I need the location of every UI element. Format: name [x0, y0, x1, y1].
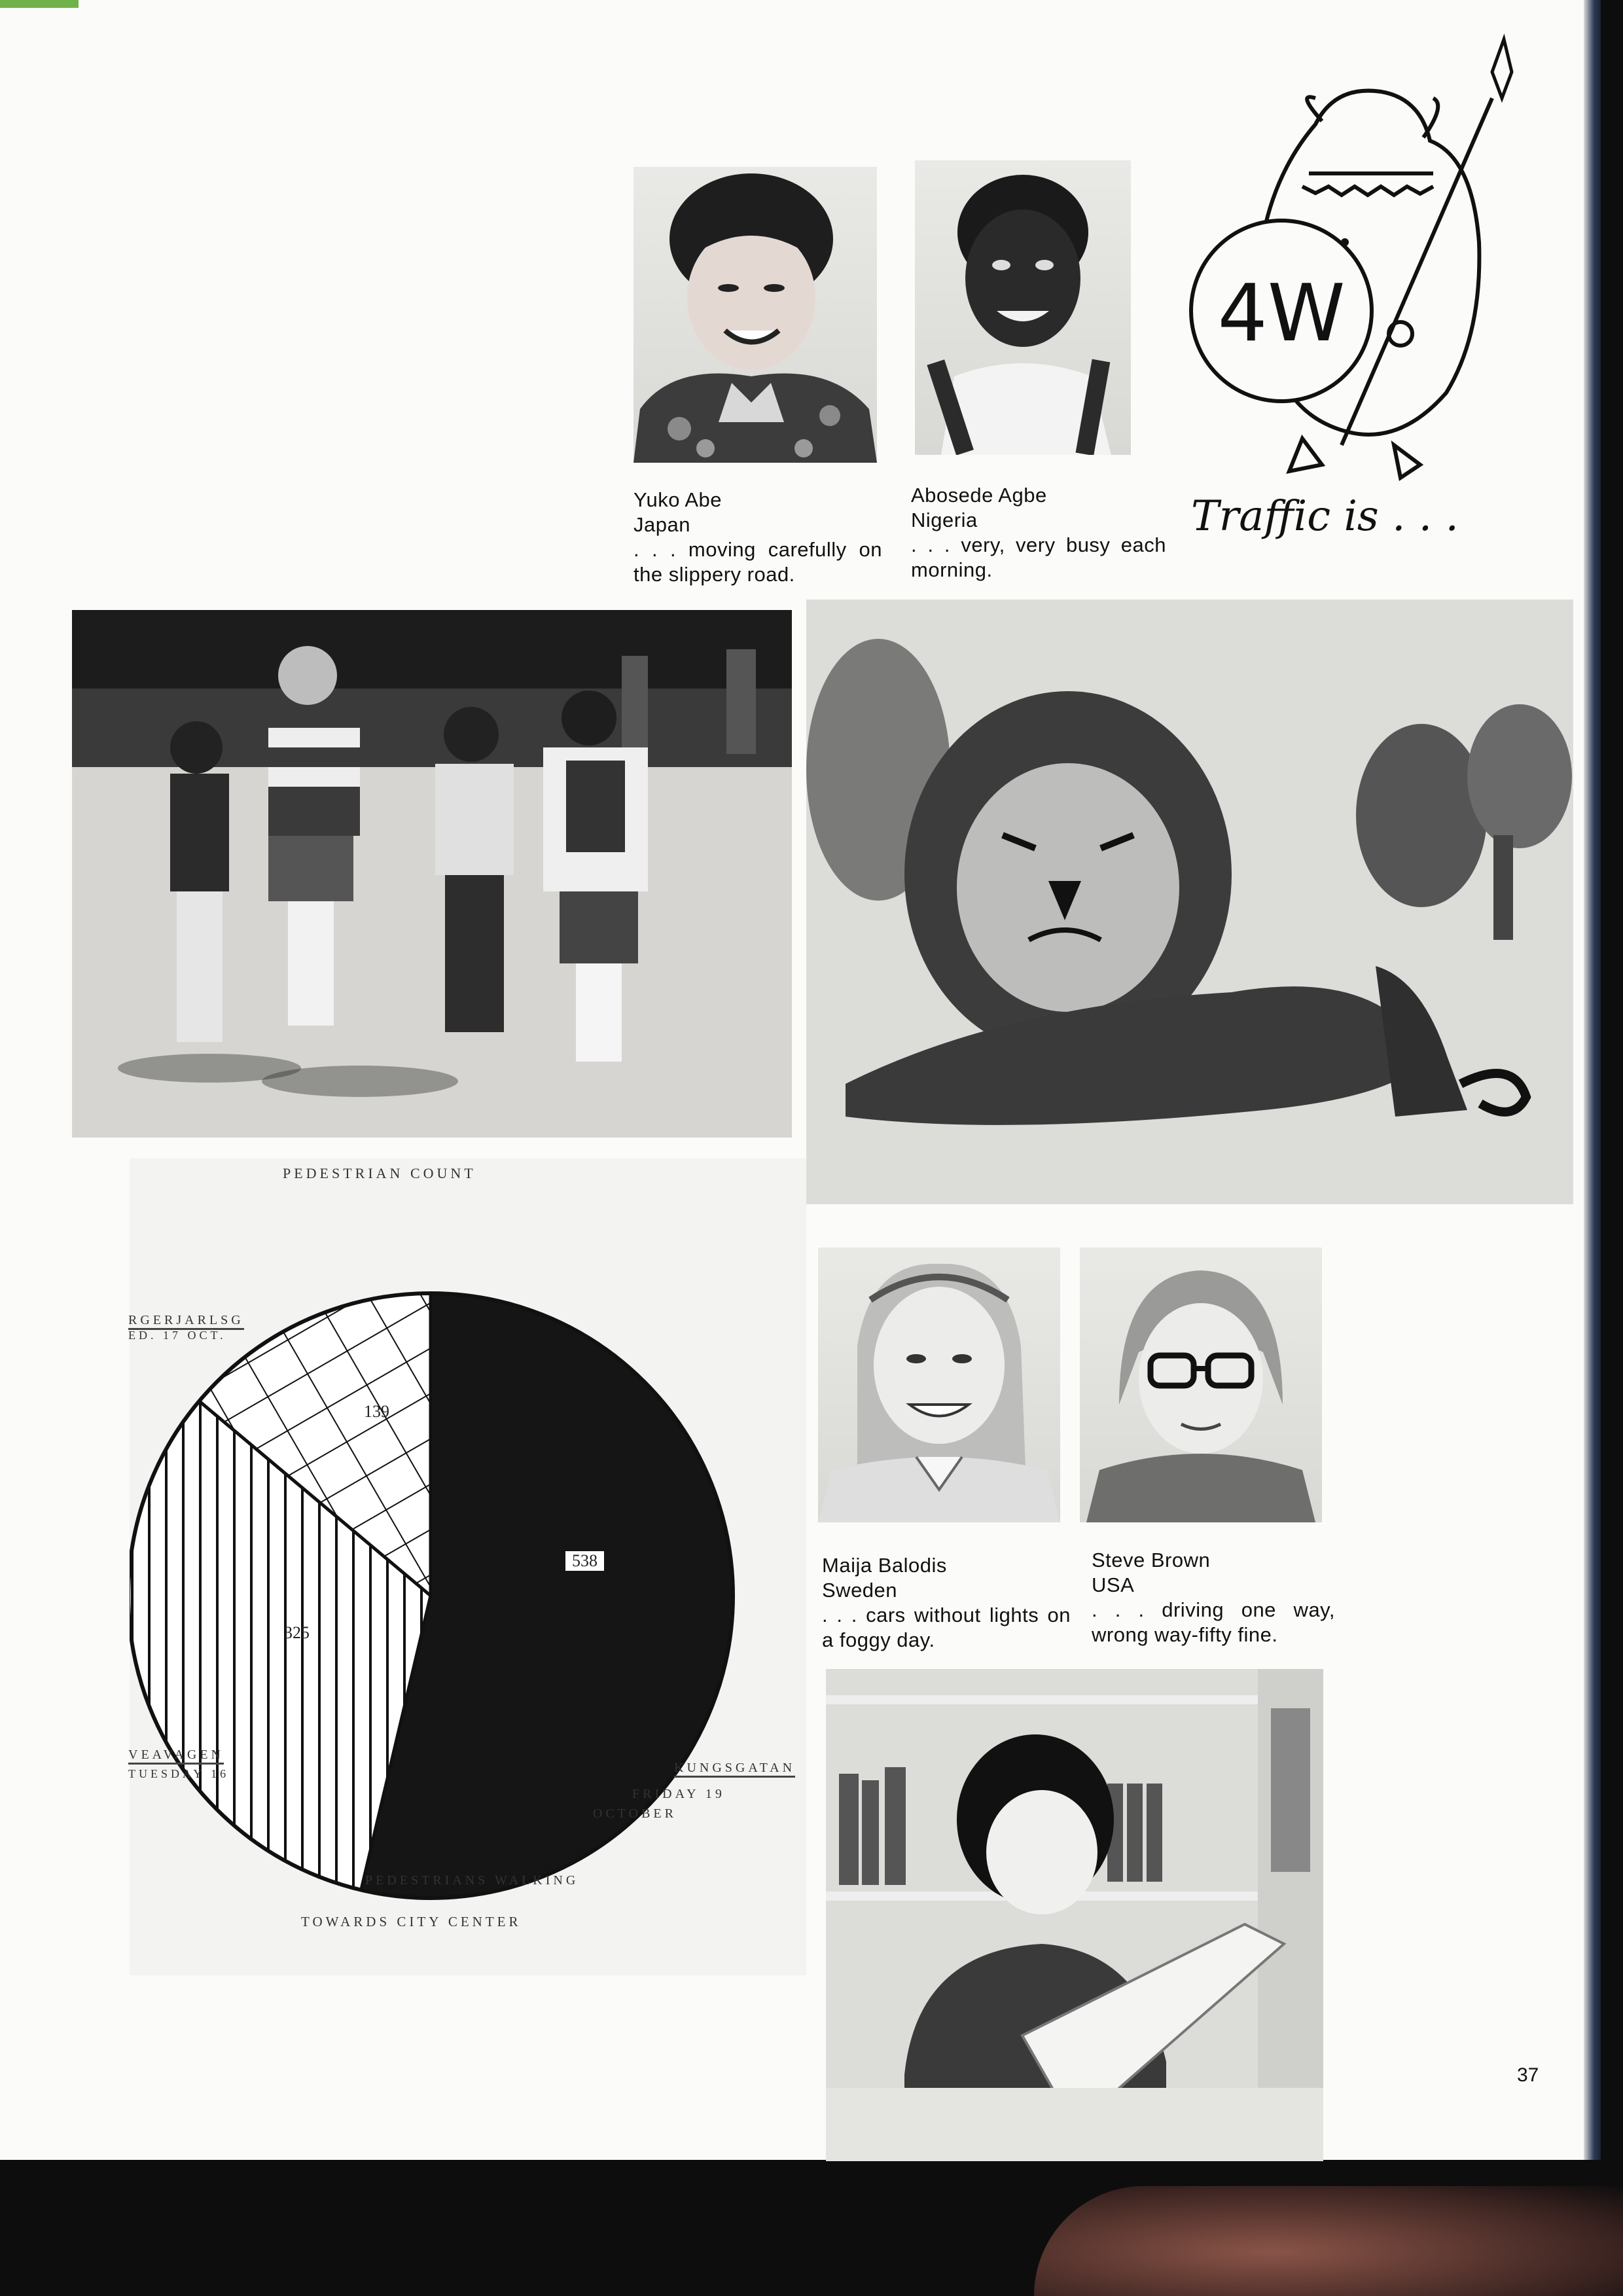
mascot-shield-text: 4W [1217, 268, 1346, 359]
book-spine-edge [1584, 0, 1601, 2160]
caption-abosede-agbe [911, 483, 1166, 583]
portrait-maija-balodis-image [818, 1247, 1060, 1522]
portrait-steve-brown-image [1080, 1247, 1322, 1522]
caption-country: Sweden [822, 1579, 898, 1602]
lion-painting-image [806, 600, 1573, 1204]
green-tab-corner [0, 0, 79, 8]
children-walking-image [72, 610, 792, 1138]
children-walking-photo [72, 610, 792, 1138]
caption-name: Maija Balodis [822, 1554, 947, 1577]
pedestrian-count-chart [130, 1158, 806, 1975]
caption-country: Nigeria [911, 509, 978, 531]
mascot-subtitle: Traffic is . . . [1191, 492, 1459, 541]
caption-name: Abosede Agbe [911, 484, 1047, 507]
portrait-abosede-agbe-image [915, 160, 1131, 455]
chart-bottom-line1: PEDESTRIANS WALKING [365, 1873, 579, 1888]
portrait-yuko-abe [633, 167, 877, 463]
slice-label-538: 538 [565, 1551, 604, 1571]
caption-steve-brown [1092, 1548, 1335, 1647]
left-date-label: ED. 17 OCT. [128, 1329, 226, 1342]
slice-label-325: 325 [284, 1623, 310, 1642]
caption-quote: . . . very, very busy each morning. [911, 533, 1166, 581]
bottom-left-street-label: VEAVAGEN [128, 1748, 224, 1765]
caption-name: Yuko Abe [633, 488, 722, 511]
caption-name: Steve Brown [1092, 1549, 1211, 1571]
caption-yuko-abe [633, 488, 882, 587]
caption-maija-balodis [822, 1553, 1071, 1653]
page-number: 37 [1517, 2064, 1539, 2086]
portrait-abosede-agbe [915, 160, 1131, 455]
portrait-maija-balodis [818, 1247, 1060, 1522]
caption-country: USA [1092, 1573, 1135, 1596]
left-street-label: RGERJARLSG [128, 1313, 244, 1330]
viking-mascot-icon [1185, 26, 1551, 484]
caption-quote: . . . moving carefully on the slippery road. [633, 538, 882, 586]
pie-chart-svg [130, 1158, 806, 1975]
chart-bottom-line2: TOWARDS CITY CENTER [301, 1914, 522, 1929]
girl-reading-photo [826, 1669, 1323, 2161]
right-date-label: FRIDAY 19 [632, 1787, 725, 1801]
caption-quote: . . . cars without lights on a foggy day. [822, 1604, 1071, 1651]
caption-quote: . . . driving one way, wrong way-fifty fine. [1092, 1598, 1335, 1646]
bottom-left-date-label: TUESDAY 16 [128, 1767, 230, 1780]
viking-mascot-drawing [1185, 26, 1551, 484]
slice-label-139: 139 [364, 1402, 389, 1421]
girl-reading-image [826, 1669, 1323, 2161]
hand-holding-page [1034, 2186, 1623, 2296]
chart-title: PEDESTRIAN COUNT [283, 1165, 476, 1181]
portrait-steve-brown [1080, 1247, 1322, 1522]
right-month-label: OCTOBER [593, 1806, 677, 1821]
lion-painting-photo [806, 600, 1573, 1204]
right-street-label: KUNGSGATAN [674, 1761, 795, 1778]
portrait-yuko-abe-image [633, 167, 877, 463]
caption-country: Japan [633, 513, 690, 536]
